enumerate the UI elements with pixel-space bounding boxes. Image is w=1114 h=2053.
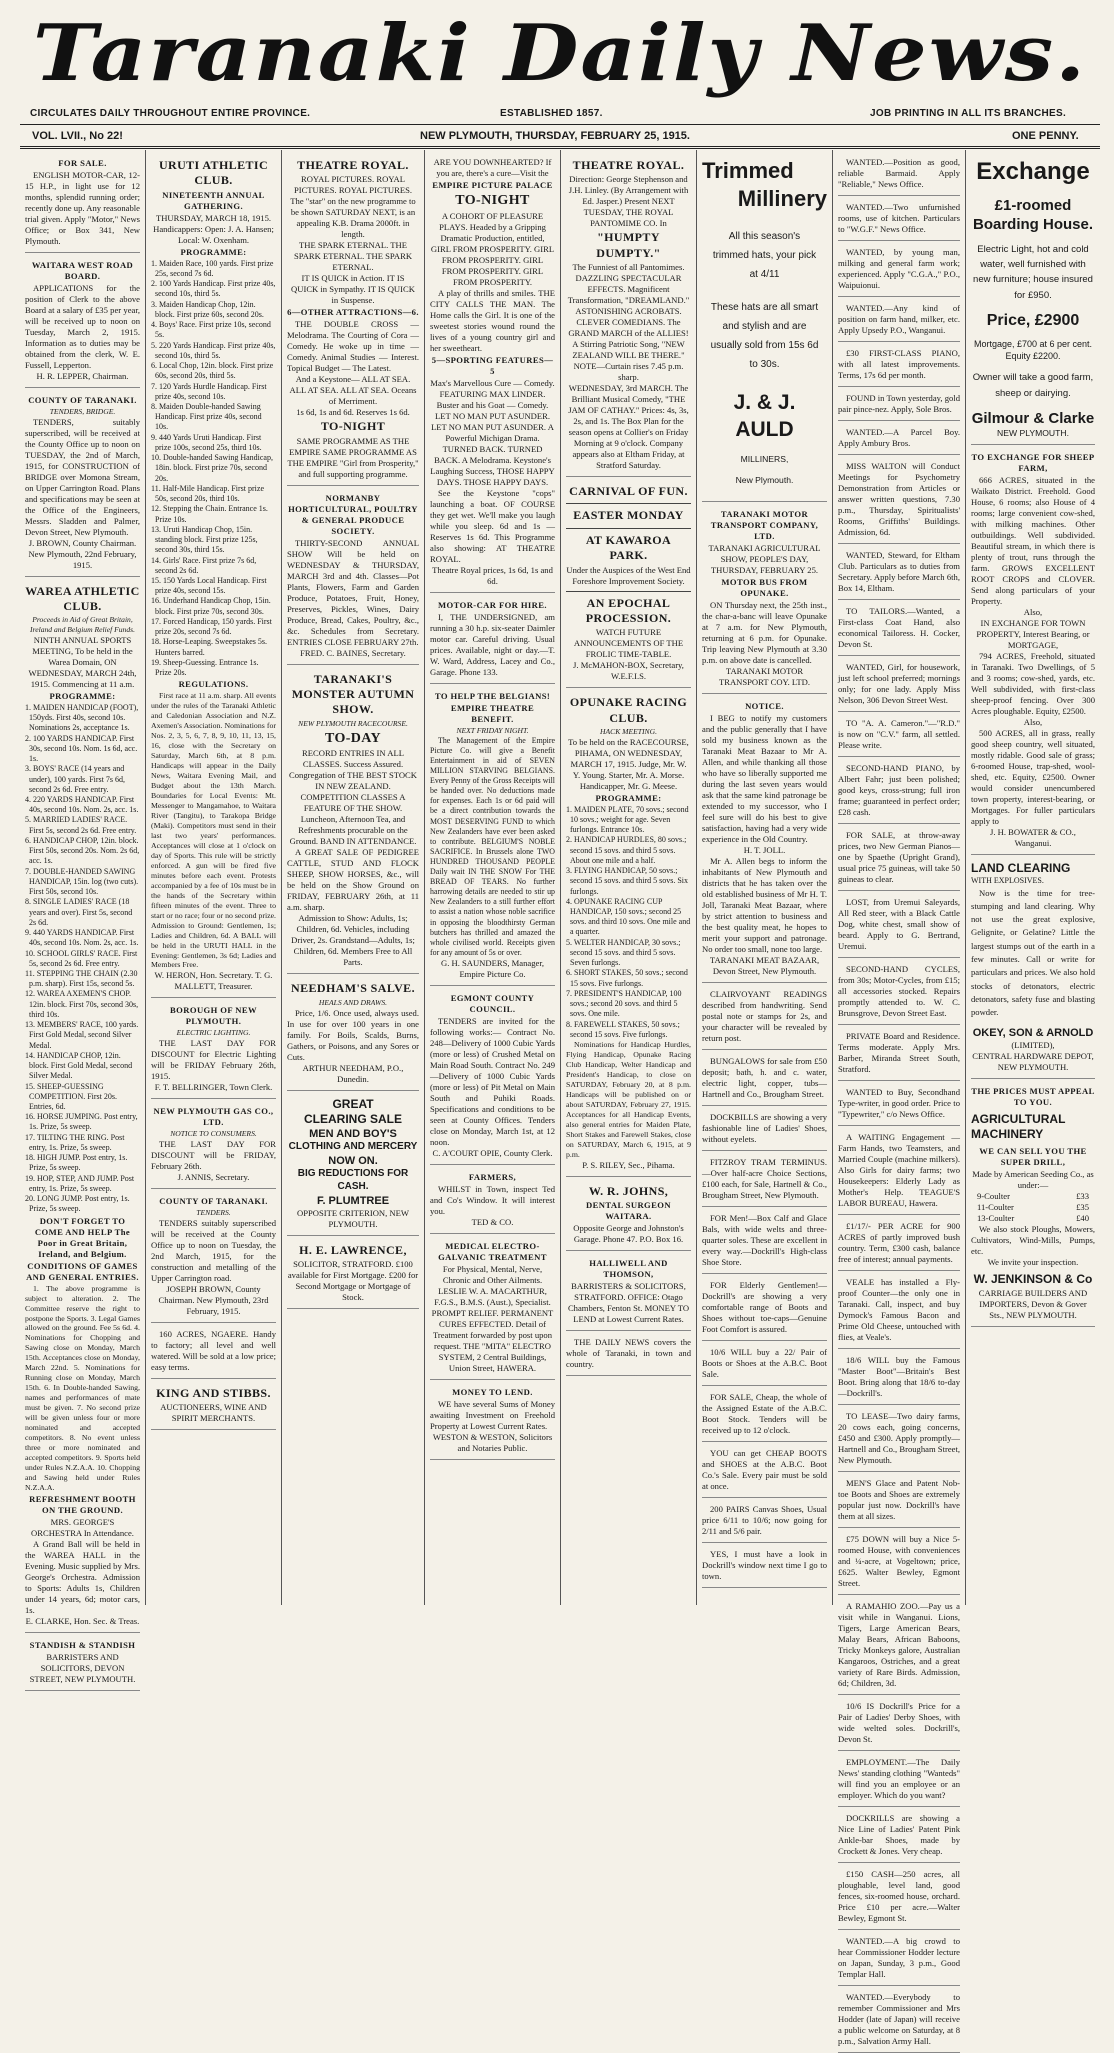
column-2: [146, 150, 281, 1605]
programme-item: 8. FAREWELL STAKES, 50 sovs.; second 15 sovs. Five furlongs.: [566, 1019, 680, 1039]
masthead-title: Taranaki Daily News.: [32, 8, 1088, 100]
column-7: [833, 150, 965, 2046]
ad-standish: STANDISH & STANDISH BARRISTERS AND SOLICITORS, DEVON STREET, NEW PLYMOUTH.: [25, 1636, 140, 1691]
programme-item: 11. Half-Mile Handicap. First prize 50s, second 20s, third 10s.: [151, 483, 265, 504]
coulter-price-list: [971, 1191, 1095, 1224]
classified-rooms: WANTED.—Two unfurnished rooms, use of kitchen. Particulars to "W.G.F." News Office.: [838, 199, 960, 241]
classified-barmaid: WANTED.—Position as good, reliable Barmaid. Apply "Reliable," News Office.: [838, 154, 960, 196]
ad-johns-dentist: W. R. JOHNS, DENTAL SURGEON WAITARA. Opposite George and Johnston's Garage. Phone 47. P.O. Box 16.: [566, 1180, 691, 1251]
volume-number: VOL. LVII., No 22!: [32, 130, 123, 142]
programme-item: 6. SHORT STAKES, 50 sovs.; second 15 sovs. Five furlongs.: [566, 968, 688, 988]
programme-item: 3. BOYS' RACE (14 years and under), 100 yards. First 7s 6d, second 2s 6d. Free entry.: [25, 764, 125, 794]
programme-item: 3. Maiden Handicap Chop, 12in. block. First prize 60s, second 20s.: [151, 299, 264, 319]
ad-dockbills: DOCKBILLS are showing a very fashionable line of Ladies' Shoes, without eyelets.: [702, 1109, 827, 1151]
ad-mens-boots: FOR Men!—Box Calf and Glace Bals, with wide welts and three-quarter soles. These are excellent in every way.—Dockrill's High-class Shoe Store.: [702, 1210, 827, 1274]
coulter-row: [971, 1213, 1095, 1224]
coulter-name: 13-Coulter: [977, 1213, 1015, 1224]
classified-tailors: TO TAILORS.—Wanted, a First-class Coat Hand, also economical Tailoress. H. Cocker, Devon St.: [838, 603, 960, 656]
ad-ngaere-acres: 160 ACRES, NGAERE. Handy to factory; all level and well watered. Will be sold at a low price; easy terms.: [151, 1326, 276, 1379]
programme-item: 15. 150 Yards Local Handicap. First prize 40s, second 15s.: [151, 575, 267, 596]
programme-item: 12. WAREA AXEMEN'S CHOP. 12in. block. First 70s, second 30s, third 10s.: [25, 989, 139, 1019]
classified-derby-shoes: 10/6 IS Dockrill's Price for a Pair of Ladies' Derby Shoes, with wide welted soles. Dockrill's, Devon St.: [838, 1698, 960, 1751]
column-4: [425, 150, 560, 1605]
ad-fitzroy: FITZROY TRAM TERMINUS.—Over half-acre Choice Sections, £100 each, for Sale, Hartnell & Co., Brougham Street, New Plymouth.: [702, 1154, 827, 1207]
classified-farm-cash: £150 CASH—250 acres, all ploughable, level land, good fences, six-roomed house, orchard. Price £10 per acre.—Walter Bewley, Egmont St.: [838, 1866, 960, 1930]
programme-item: 2. HANDICAP HURDLES, 80 sovs.; second 15 sovs. and third 5 sovs. About one mile and a half.: [566, 835, 687, 865]
classified-farm-hand: WANTED.—Any kind of position on farm hand, milker, etc. Apply Upsedy P.O., Wanganui.: [838, 300, 960, 342]
classified-found: FOUND in Town yesterday, gold pair pince-nez. Apply, Sole Bros.: [838, 390, 960, 421]
ad-bowater-exchange: TO EXCHANGE FOR SHEEP FARM, 666 ACRES, situated in the Waikato District. Freehold. Good House, 6 rooms; also House of 4 rooms; large convenient cow-shed, with milking machines. Other outbuildings. Well subdivided. Beautiful stream, in which there is plenty of trout, runs through the farm. GROWS EXCELLENT ROOT CROPS and CLOVER. Send along particulars of your Property. Also, IN EXCHANGE FOR TOWN PROPERTY, Interest Bearing, or MORTGAGE, 794 ACRES, Freehold, situated in Taranaki. Two Dwellings, of 5 and 3 rooms; cow-shed, yards, etc. Well subdivided, with first-class sheep-proof fencing. Over 300 Acres ploughable. Equity, £2500. Also, 500 ACRES, all in grass, really good sheep country, well situated, mostly ridable. Good sale of grass; 6-roomed House, trap-shed, wool-shed, etc. Equity, £2500. Owner would consider unencumbered town property, interest-bearing, or Mortgages. For fuller particulars apply to J. H. BOWATER & CO., Wanganui.: [971, 448, 1095, 855]
classified-lecture: WANTED.—A big crowd to hear Commissioner Hodder lecture on Japan, Sunday, 3 p.m., Good Templar Hall.: [838, 1933, 960, 1986]
programme-item: 12. Stepping the Chain. Entrance 1s. Prize 10s.: [151, 504, 268, 524]
ad-motor-car-sale: FOR SALE. ENGLISH MOTOR-CAR, 12-15 H.P., in light use for 12 months, splendid running order; recently done up. Any reasonable trial given. Apply "Motor," News Office; or Box 341, New Plymouth.: [25, 154, 140, 253]
programme-item: 7. DOUBLE-HANDED SAWING HANDICAP, 15in. log (two cuts). First 50s, second 10s.: [25, 866, 139, 897]
programme-item: 15. SHEEP-GUESSING COMPETITION. First 20s. Entries, 6d.: [25, 1081, 118, 1112]
column-6: [697, 150, 832, 1605]
classified-veale: VEALE has installed a Fly-proof Counter—the only one in Taranaki. Call, inspect, and buy Dymock's Famous Bacon and Prime Old Cheese, untouched with flies, at Veale's.: [838, 1274, 960, 1349]
ad-dockrill-window: YES, I must have a look in Dockrill's window next time I go to town.: [702, 1546, 827, 1588]
programme-item: 6. HANDICAP CHOP, 12in. block. First 50s, second 20s. Nom. 2s 6d, acc. 1s.: [25, 835, 140, 866]
ad-land-clearing: LAND CLEARING WITH EXPLOSIVES. Now is the time for tree-stumping and land clearing. Why not use the great explosive, Gelignite, or Gelatine? Little the largest stumps out of the earth in a few minutes. Call or write for particulars and prices. We also hold stocks of detonators, electric detonators, safety fuse and blasting powder. OKEY, SON & ARNOLD (LIMITED), CENTRAL HARDWARE DEPOT, NEW PLYMOUTH.: [971, 858, 1095, 1079]
ad-motor-transport: TARANAKI MOTOR TRANSPORT COMPANY, LTD. TARANAKI AGRICULTURAL SHOW, PEOPLE'S DAY, THURSDAY, FEBRUARY 25. MOTOR BUS FROM OPUNAKE. ON Thursday next, the 25th inst., the char-a-banc will leave Opunake at 7 a.m. for New Plymouth, returning at 6 p.m. for Opunake. Trip leaving New Plymouth at 3.30 p.m. on above date is cancelled. TARANAKI MOTOR TRANSPORT COY. LTD.: [702, 505, 827, 694]
ad-normanby-society: NORMANBY HORTICULTURAL, POULTRY & GENERAL PRODUCE SOCIETY. THIRTY-SECOND ANNUAL SHOW Will be held on WEDNESDAY & THURSDAY, MARCH 3rd and 4th. Classes—Pot Plants, Flowers, Farm and Garden Produce, Potatoes, Fruit, Honey, Preserves, Pickles, Wines, Dairy Produce, Bread, Cakes, Poultry, &c., &c. Schedules from Secretary. ENTRIES CLOSE FEBRUARY 27th. FRED. C. BAINES, Secretary.: [287, 489, 419, 665]
classified-zoo: A RAMAHIO ZOO.—Pay us a visit while in Wanganui. Lions, Tigers, Large American Bears, Malay Bears, African Baboons, Tricky Monkeys galore, Australian Kangaroos, Ostriches, and a great variety of Rare Birds. Admission, 6d; Children, 3d.: [838, 1598, 960, 1695]
classified-bush-acres: £1/17/- PER ACRE for 900 ACRES of partly improved bush country. Term, £300 cash, balance free of interest; annual payments.: [838, 1218, 960, 1271]
masthead-rule: [20, 124, 1100, 125]
classified-lost-steer: LOST, from Uremui Saleyards, All Red steer, with a Black Cattle Dog, white chest, small show of beard. Apply to G. Bertrand, Uremui.: [838, 894, 960, 958]
uruti-programme-list: [151, 259, 276, 679]
classified-typewriter: WANTED to Buy, Secondhand Type-writer, in good order. Price to "Typewriter," c/o News Office.: [838, 1084, 960, 1126]
programme-item: 14. HANDICAP CHOP, 12in. block. First Gold Medal, second Silver Medal.: [25, 1050, 133, 1081]
programme-item: 13. MEMBERS' RACE, 100 yards. First Gold Medal, second Silver Medal.: [25, 1020, 139, 1050]
circulation-note: CIRCULATES DAILY THROUGHOUT ENTIRE PROVINCE.: [30, 108, 311, 119]
classified-secondhand-piano: SECOND-HAND PIANO, by Albert Fahr; just been polished; good keys, cross-strung; full iron frame; guaranteed in perfect order; £28 cash.: [838, 760, 960, 824]
programme-item: 1. Maiden Race, 100 yards. First prize 25s, second 7s 6d.: [151, 258, 274, 278]
programme-item: 17. TILTING THE RING. Post entry, 1s. Prize, 5s sweep.: [25, 1132, 125, 1152]
opunake-programme-list: [566, 805, 691, 1040]
ad-jenkinson-machinery: THE PRICES MUST APPEAL TO YOU. AGRICULTURAL MACHINERY WE CAN SELL YOU THE SUPER DRILL, Made by American Seeding Co., as under:— 9-Coulter £33 11-Coulter £35 13-Coulter £40 We also stock Ploughs, Mowers, Cultivators, Wind-Mills, Pumps, etc. We invite your inspection. W. JENKINSON & Co CARRIAGE BUILDERS AND IMPORTERS, Devon & Gover Sts., NEW PLYMOUTH.: [971, 1082, 1095, 1327]
coulter-row: [971, 1202, 1095, 1213]
programme-item: 14. Girls' Race. First prize 7s 6d, second 2s 6d.: [151, 555, 257, 575]
ad-meat-bazaar-notice: NOTICE. I BEG to notify my customers and the public generally that I have sold my business known as the Taranaki Meat Bazaar to Mr A. Allen, and while thanking all those who have so liberally supported me during the last seven years would ask that the same kind patronage be extended to my successor, who I feel sure will do his best to give satisfaction, having had a very wide experience in the Old Country. H. T. JOLL. Mr A. Allen begs to inform the inhabitants of New Plymouth and districts that he has taken over the old established business of Mr H. T. Joll, Taranaki Meat Bazaar, where by strict attention to business and the best quality meat, he hopes to merit your support and patronage. No order too small, none too large. TARANAKI MEAT BAZAAR, Devon Street, New Plymouth.: [702, 697, 827, 983]
ad-bungalows: BUNGALOWS for sale from £50 deposit; bath, h. and c. water, electric light, copper, tubs—Hartnell and Co., Brougham Street.: [702, 1053, 827, 1106]
classified-board: PRIVATE Board and Residence. Terms moderate. Apply Mrs. Barber, Miranda Street South, Stratford.: [838, 1028, 960, 1081]
programme-item: 5. WELTER HANDICAP, 30 sovs.; second 15 sovs. and third 5 sovs. Seven furlongs.: [566, 937, 681, 968]
classified-cycles: SECOND-HAND CYCLES, from 30s; Motor-Cycles, from £15; all accessories stocked. Repairs promptly attended to. W. C. Brunsgrove, Devon Street East.: [838, 961, 960, 1025]
programme-item: 11. STEPPING THE CHAIN (2.30 p.m. sharp). First 15s, second 5s.: [25, 968, 138, 989]
ad-warea-sports: WAREA ATHLETIC CLUB. Proceeds in Aid of Great Britain, Ireland and Belgium Relief Funds. NINTH ANNUAL SPORTS MEETING, To be held in the Warea Domain, ON WEDNESDAY, MARCH 24th, 1915. Commencing at 11 a.m. PROGRAMME: 1. MAIDEN HANDICAP (FOOT), 150yds. First 40s, second 10s. Nominations 2s, acceptance 1s. 2. 100 YARDS HANDICAP. First 30s, second 10s. Nom. 1s 6d, acc. 1s. 3. BOYS' RACE (14 years and under), 100 yards. First 7s 6d, second 2s 6d. Free entry. 4. 220 YARDS HANDICAP. First 40s, second 10s. Nom. 2s, acc. 1s. 5. MARRIED LADIES' RACE. First 5s, second 2s 6d. Free entry. 6. HANDICAP CHOP, 12in. block. First 50s, second 20s. Nom. 2s 6d, acc. 1s. 7. DOUBLE-HANDED SAWING HANDICAP, 15in. log (two cuts). First 50s, second 10s. 8. SINGLE LADIES' RACE (18 years and over). First 5s, second 2s 6d. 9. 440 YARDS HANDICAP. First 40s, second 10s. Nom. 2s, acc. 1s. 10. SCHOOL GIRLS' RACE. First 5s, second 2s 6d. Free entry. 11. STEPPING THE CHAIN (2.30 p.m. sharp). First 15s, second 5s. 12. WAREA AXEMEN'S CHOP. 12in. block. First 70s, second 30s, third 10s. 13. MEMBERS' RACE, 100 yards. First Gold Medal, second Silver Medal. 14. HANDICAP CHOP, 12in. block. First Gold Medal, second Silver Medal. 15. SHEEP-GUESSING COMPETITION. First 20s. Entries, 6d. 16. HORSE JUMPING. Post entry, 1s. Prize, 5s sweep. 17. TILTING THE RING. Post entry, 1s. Prize, 5s sweep. 18. HIGH JUMP. Post entry, 1s. Prize, 5s sweep. 19. HOP, STEP, AND JUMP. Post entry, 1s. Prize, 5s sweep. 20. LONG JUMP. Post entry, 1s. Prize, 5s sweep. DON'T FORGET TO COME AND HELP The Poor in Great Britain, Ireland, and Belgium. CONDITIONS OF GAMES AND GENERAL ENTRIES. 1. The above programme is subject to alteration. 2. The Committee reserve the right to postpone the Sports. 3. Legal Games allowed on the ground. Fee 5s 6d. 4. Nominations for Chopping and Sawing close on Monday, March 15th. Acceptances close on Monday, March 22nd. 5. Nominations for Running close on Monday, March 15th. 6. In Double-handed Sawing, names and performances of mate must be given. 7. No second prize will be given unless four or more nominated and accepted competitors. 8. No event unless three or more nominated and accepted competitors. 9. Sports held under Rules N.Z.A.A. 10. Chopping and Sawing held under Rules N.Z.A.A. REFRESHMENT BOOTH ON THE GROUND. MRS. GEORGE'S ORCHESTRA In Attendance. A Grand Ball will be held in the WAREA HALL in the Evening. Music supplied by Mrs. George's Orchestra. Admission to Sports: Adults 1s, Children under 14 years, 6d; motor cars, 1s. E. CLARKE, Hon. Sec. & Treas.: [25, 580, 140, 1633]
ad-gas-company: NEW PLYMOUTH GAS CO., LTD. NOTICE TO CONSUMERS. THE LAST DAY FOR DISCOUNT will be FRIDAY, February 26th. J. ANNIS, Secretary.: [151, 1102, 276, 1189]
programme-item: 9. 440 YARDS HANDICAP. First 40s, second 10s. Nom. 2s, acc. 1s.: [25, 928, 139, 948]
ad-daily-news-note: THE DAILY NEWS covers the whole of Taranaki, in town and country.: [566, 1334, 691, 1376]
ad-needhams-salve: NEEDHAM'S SALVE. HEALS AND DRAWS. Price, 1/6. Once used, always used. In use for over 100 years in one family. For Boils, Scalds, Burns, Gathers, or Poisons, and any Sores or Cuts. ARTHUR NEEDHAM, P.O., Dunedin.: [287, 977, 419, 1090]
column-3: [282, 150, 424, 1605]
programme-item: 7. 120 Yards Hurdle Handicap. First prize 40s, second 10s.: [151, 381, 267, 401]
place-date: NEW PLYMOUTH, THURSDAY, FEBRUARY 25, 1915.: [420, 130, 690, 142]
programme-item: 10. SCHOOL GIRLS' RACE. First 5s, second 2s 6d. Free entry.: [25, 948, 138, 968]
classified-labour-bureau: A WAITING Engagement — Farm Hands, two Teamsters, and Married Couple (machine milkers). Also Girls for dairy farms; two Housekeepers: Elderly Lady as Mother's Help. TEAGUE'S LABOR BUREAU, Hawera.: [838, 1129, 960, 1215]
classified-cameron: TO "A. A. Cameron."—"R.D." is now on "C.V." farm, all settled. Please write.: [838, 715, 960, 757]
ad-theatre-royal-pictures: THEATRE ROYAL. ROYAL PICTURES. ROYAL PICTURES. ROYAL PICTURES. The "star" on the new programme to be shown SATURDAY NEXT, is an appealing K.B. Drama 2000ft. in length. THE SPARK ETERNAL. THE SPARK ETERNAL. THE SPARK ETERNAL. IT IS QUICK in Action. IT IS QUICK in Sympathy. IT IS QUICK in Suspense. 6—OTHER ATTRACTIONS—6. THE DOUBLE CROSS — Melodrama. The Courting of Cora — Comedy. He woke up in time — Comedy. Animal Studies — Interest. Topical Budget — The Latest. And a Keystone— ALL AT SEA. ALL AT SEA. ALL AT SEA. Oceans of Merriment. 1s 6d, 1s and 6d. Reserves 1s 6d. TO-NIGHT SAME PROGRAMME AS THE EMPIRE SAME PROGRAMME AS THE EMPIRE "Girl from Prosperity," and full supporting programme.: [287, 154, 419, 486]
programme-item: 18. HIGH JUMP. Post entry, 1s. Prize, 5s sweep.: [25, 1153, 128, 1173]
ad-abc-stock-sale: FOR SALE, Cheap, the whole of the Assigned Estate of the A.B.C. Boot Stock. Tenders will be received up to 12 o'clock.: [702, 1389, 827, 1442]
ad-elderly-boots: FOR Elderly Gentlemen!—Dockrill's are showing a very comfortable range of Boots and Shoes without toe-caps—Genuine Foot Comfort is assured.: [702, 1277, 827, 1341]
ad-uruti-athletic: URUTI ATHLETIC CLUB. NINETEENTH ANNUAL GATHERING. THURSDAY, MARCH 18, 1915. Handicappers: Open: J. A. Hansen; Local: W. Oxenham. PROGRAMME: 1. Maiden Race, 100 yards. First prize 25s, second 7s 6d. 2. 100 Yards Handicap. First prize 40s, second 10s, third 5s. 3. Maiden Handicap Chop, 12in. block. First prize 60s, second 20s. 4. Boys' Race. First prize 10s, second 5s. 5. 220 Yards Handicap. First prize 40s, second 10s, third 5s. 6. Local Chop, 12in. block. First prize 60s, second 20s, third 5s. 7. 120 Yards Hurdle Handicap. First prize 40s, second 10s. 8. Maiden Double-handed Sawing Handicap. First prize 40s, second 10s. 9. 440 Yards Uruti Handicap. First prize 100s, second 25s, third 10s. 10. Double-handed Sawing Handicap, 18in. block. First prize 70s, second 20s. 11. Half-Mile Handicap. First prize 50s, second 20s, third 10s. 12. Stepping the Chain. Entrance 1s. Prize 10s. 13. Uruti Handicap Chop, 15in. standing block. First prize 125s, second 30s, third 15s. 14. Girls' Race. First prize 7s 6d, second 2s 6d. 15. 150 Yards Local Handicap. First prize 40s, second 15s. 16. Underhand Handicap Chop, 15in. block. First prize 70s, second 30s. 17. Forced Handicap, 150 yards. First prize 20s, second 7s 6d. 18. Horse-Leaping. Sweepstakes 5s. Hunters barred. 19. Sheep-Guessing. Entrance 1s. Prize 20s. REGULATIONS. First race at 11 a.m. sharp. All events under the rules of the Taranaki Athletic and Caledonian Association and N.Z. Axemen's Association. Nominations for Nos. 2, 3, 5, 6, 7, 8, 9, 10, 11, 13, 15, 16, close with the Secretary on Saturday, March 6th, at 8 p.m. Handicaps will appear in the Daily News, Waitara Evening Mail, and Budget about the 13th March. Boundaries for Local Events: Mt. Messenger to Mangamahoe, to Waitara River (Tangitu), to Tarakopa Bridge (Maki). Competitors must send in their last two years' performances. Acceptances will close at 1 o'clock on day of Sports. This rule will be strictly enforced. A gun will be fired five minutes before each event. Protests accompanied by a fee of 10s must be in the hands of the Secretary within fifteen minutes of the event. Three to start or no race; four or no second prize. Admission to Ground: Gentlemen, 1s; Ladies and Children, 6d. A BALL will be held in the URUTI HALL in the Evening: Gentlemen, 3s 6d; Ladies and Members Free. W. HERON, Hon. Secretary. T. G. MALLETT, Treasurer.: [151, 154, 276, 998]
programme-item: 5. MARRIED LADIES' RACE. First 5s, second 2s 6d. Free entry.: [25, 815, 137, 835]
programme-item: 20. LONG JUMP. Post entry, 1s. Prize, 5s sweep.: [25, 1194, 130, 1214]
ad-money-to-lend: MONEY TO LEND. WE have several Sums of Money awaiting Investment on Freehold Property at Lowest Current Rates. WESTON & WESTON, Solicitors and Notaries Public.: [430, 1383, 555, 1460]
programme-item: 2. 100 YARDS HANDICAP. First 30s, second 10s. Nom. 1s 6d, acc. 1s.: [25, 733, 138, 764]
ad-canvas-shoes: 200 PAIRS Canvas Shoes, Usual price 6/11 to 10/6; now going for 2/11 and 5/6 pair.: [702, 1501, 827, 1543]
ad-auld-millinery: Trimmed Millinery All this season's trimmed hats, your pick at 4/11 These hats are all smart and stylish and are usually sold from 15s 6d to 30s. J. & J. AULD MILLINERS, New Plymouth.: [702, 154, 827, 502]
programme-item: 13. Uruti Handicap Chop, 15in. standing block. First prize 125s, second 30s, third 15s.: [151, 524, 258, 555]
column-1: [20, 150, 145, 1684]
programme-item: 16. HORSE JUMPING. Post entry, 1s. Prize, 5s sweep.: [25, 1112, 138, 1132]
programme-item: 4. 220 YARDS HANDICAP. First 40s, second 10s. Nom. 2s, acc. 1s.: [25, 794, 139, 815]
printing-note: JOB PRINTING IN ALL ITS BRANCHES.: [870, 108, 1067, 119]
classified-ankle-shoes: DOCKRILLS are showing a Nice Line of Ladies' Patent Pink Ankle-bar Shoes, made by Crockett & Jones. Very cheap.: [838, 1810, 960, 1863]
programme-item: 1. MAIDEN PLATE, 70 sovs.; second 10 sovs.; weight for age. Seven furlongs. Entrance 10s.: [566, 804, 689, 835]
programme-item: 4. OPUNAKE RACING CUP HANDICAP, 150 sovs.; second 25 sovs. and third 10 sovs. One mile and a quarter.: [566, 896, 691, 937]
ad-motor-car-hire: MOTOR-CAR FOR HIRE. I, THE UNDERSIGNED, am running a 30 h.p. six-seater Daimler motor car. Careful driving. Usual prices. Available, night or day.—T. W. Ward, Address, Lacey and Co., Garage. Phone 133.: [430, 596, 555, 684]
ad-abc-boot-sale: 10/6 WILL buy a 22/ Pair of Boots or Shoes at the A.B.C. Boot Sale.: [702, 1344, 827, 1386]
ad-plumtree-clearing-sale: GREAT CLEARING SALE MEN AND BOY'S CLOTHING AND MERCERY NOW ON. BIG REDUCTIONS FOR CASH. F. PLUMTREE OPPOSITE CRITERION, NEW PLYMOUTH.: [287, 1094, 419, 1236]
ad-medical-treatment: MEDICAL ELECTRO-GALVANIC TREATMENT For Physical, Mental, Nerve, Chronic and Other Ailments. LESLIE W. A. MACARTHUR, F.G.S., B.M.S. (Aust.), Specialist. PROMPT RELIEF. PERMANENT CURES EFFECTED. Detail of Treatment forwarded by post upon request. THE "MITA" ELECTRO SYSTEM, 2 Central Buildings, Union Street, HAWERA.: [430, 1237, 555, 1380]
ad-autumn-show: TARANAKI'S MONSTER AUTUMN SHOW. NEW PLYMOUTH RACECOURSE. TO-DAY RECORD ENTRIES IN ALL CLASSES. Success Assured. Congregation of THE BEST STOCK IN NEW ZEALAND. COMPETITION CLASSES A FEATURE OF THE SHOW. Luncheon, Afternoon Tea, and Refreshments procurable on the Ground. BAND IN ATTENDANCE. A GREAT SALE OF PEDIGREE CATTLE, STUD AND FLOCK SHEEP, SHOW HORSES, &c., will be held on the Show Ground on FRIDAY, FEBRUARY 26th, at 11 a.m. sharp. Admission to Show: Adults, 1s; Children, 6d. Vehicles, including Driver, 2s. Grandstand—Adults, 1s; Children, 6d. Members Free to All Parts.: [287, 668, 419, 975]
ad-opunake-racing: OPUNAKE RACING CLUB. HACK MEETING. To be held on the RACECOURSE, PIHAMA, ON WEDNESDAY, MARCH 17, 1915. Judge, Mr. W. Y. Young. Starter, Mr. A. Morse. Handicapper, Mr. G. Meese. PROGRAMME: 1. MAIDEN PLATE, 70 sovs.; second 10 sovs.; weight for age. Seven furlongs. Entrance 10s. 2. HANDICAP HURDLES, 80 sovs.; second 15 sovs. and third 5 sovs. About one mile and a half. 3. FLYING HANDICAP, 50 sovs.; second 15 sovs. and third 5 sovs. Six furlongs. 4. OPUNAKE RACING CUP HANDICAP, 150 sovs.; second 25 sovs. and third 10 sovs. One mile and a quarter. 5. WELTER HANDICAP, 30 sovs.; second 15 sovs. and third 5 sovs. Seven furlongs. 6. SHORT STAKES, 50 sovs.; second 15 sovs. Five furlongs. 7. PRESIDENT'S HANDICAP, 100 sovs.; second 20 sovs. and third 5 sovs. One mile. 8. FAREWELL STAKES, 50 sovs.; second 15 sovs. Five furlongs. Nominations for Handicap Hurdles, Flying Handicap, Opunake Racing Club Handicap, Welter Handicap and President's Handicap, to close on SATURDAY, February 20, at 8 p.m. Handicaps will be published on or about SATURDAY, February 27, 1915. Acceptances for all Handicap Events, also general entries for Maiden Plate, Short Stakes and Farewell Stakes, close on SATURDAY, March 6, 1915, at 9 p.m. P. S. RILEY, Sec., Pihama.: [566, 691, 691, 1176]
programme-item: 3. FLYING HANDICAP, 50 sovs.; second 15 sovs. and third 5 sovs. Six furlongs.: [566, 866, 688, 896]
ad-clairvoyant: CLAIRVOYANT READINGS described from handwriting. Send postal note or stamps for 2s, and your character will be revealed by return post.: [702, 986, 827, 1050]
programme-item: 4. Boys' Race. First prize 10s, second 5s.: [151, 320, 271, 340]
programme-item: 1. MAIDEN HANDICAP (FOOT), 150yds. First 40s, second 10s. Nominations 2s, acceptance 1s.: [25, 702, 139, 733]
dateline-rule: [20, 146, 1100, 149]
programme-item: 8. Maiden Double-handed Sawing Handicap. First prize 40s, second 10s.: [151, 402, 262, 432]
coulter-price: £40: [1076, 1213, 1089, 1224]
programme-item: 9. 440 Yards Uruti Handicap. First prize 100s, second 25s, third 10s.: [151, 432, 262, 452]
classified-house: £75 DOWN will buy a Nice 5-roomed House, with conveniences and ¼-acre, at Vogeltown; price, £625. Walter Bewley, Egmont Street.: [838, 1531, 960, 1595]
classified-housework-girl: WANTED, Girl, for housework, just left school preferred; mornings only; for one lady. Apply Miss Nelson, 306 Devon Street West.: [838, 659, 960, 712]
programme-item: 2. 100 Yards Handicap. First prize 40s, second 10s, third 5s.: [151, 279, 276, 299]
programme-item: 6. Local Chop, 12in. block. First prize 60s, second 20s, third 5s.: [151, 361, 274, 381]
programme-item: 18. Horse-Leaping. Sweepstakes 5s. Hunters barred.: [151, 637, 267, 657]
classified-glace-boots: MEN'S Glace and Patent Nob-toe Boots and Shoes are extremely popular just now. Dockrill's have them at all sizes.: [838, 1475, 960, 1528]
ad-exchange-boarding-house: Exchange £1-roomed Boarding House. Electric Light, hot and cold water, well furnished with new furniture; house insured for £950. Price, £2900 Mortgage, £700 at 6 per cent. Equity £2200. Owner will take a good farm, sheep or dairying. Gilmour & Clarke NEW PLYMOUTH.: [971, 154, 1095, 445]
ad-humpty-dumpty: THEATRE ROYAL. Direction: George Stephenson and J.H. Linley. (By Arrangement with Ed. Jasper.) Present NEXT TUESDAY, THE ROYAL PANTOMIME CO. In "HUMPTY DUMPTY." The Funniest of all Pantomimes. DAZZLING SPECTACULAR EFFECTS. Magnificent Transformation, "DREAMLAND." ASTONISHING ACROBATS. CLEVER COMEDIANS. The GRAND MARCH of the ALLIES! A Stirring Patriotic Song, "NEW ZEALAND WILL BE THERE." NOTE—Curtain rises 7.45 p.m. sharp. WEDNESDAY, 3rd MARCH. The Brilliant Musical Comedy, "THE JAM OF CATHAY." Prices: 4s, 3s, 2s, and 1s. The Box Plan for the season opens at Collier's on Friday Morning at 9 o'clock. Company appears also at Eltham Friday, at Stratford Saturday.: [566, 154, 691, 477]
classified-farm-work: WANTED, by young man, milking and general farm work; experienced. Apply "C.G.A.," P.O., Waipuionui.: [838, 244, 960, 297]
classified-piano: £30 FIRST-CLASS PIANO, with all latest improvements. Terms, 17s 6d per month.: [838, 345, 960, 387]
classified-walton: MISS WALTON will Conduct Meetings for Psychometry Demonstration from Articles or answer written questions, 7.30 p.m., Thursday, Spiritualists' Rooms, Griffiths' Buildings. Admission, 6d.: [838, 458, 960, 544]
classified-employment: EMPLOYMENT.—The Daily News' standing clothing "Wanteds" will find you an employee or an employer. Which do you want?: [838, 1754, 960, 1807]
column-5: [561, 150, 696, 1605]
programme-item: 19. Sheep-Guessing. Entrance 1s. Prize 20s.: [151, 657, 259, 678]
programme-item: 5. 220 Yards Handicap. First prize 40s, second 10s, third 5s.: [151, 340, 276, 360]
ad-waitara-road-board: WAITARA WEST ROAD BOARD. APPLICATIONS for the position of Clerk to the above Board at a salary of £35 per year, will be received up to noon on Tuesday, March 2, 1915. Information as to duties may be obtained from the clerk, W. E. Fussell, Lepperton. H. R. LEPPER, Chairman.: [25, 256, 140, 388]
column-8: [966, 150, 1100, 1605]
ad-lawrence-solicitor: H. E. LAWRENCE, SOLICITOR, STRATFORD. £100 available for First Mortgage. £200 for Second Mortgage or Mortgage of Stock.: [287, 1239, 419, 1309]
programme-item: 17. Forced Handicap, 150 yards. First prize 20s, second 7s 6d.: [151, 616, 272, 637]
classified-master-boot: 18/6 WILL buy the Famous "Master Boot"—Britain's Best Boot. Bring along that 18/6 to-day—Dockrill's.: [838, 1352, 960, 1405]
price: ONE PENNY.: [1012, 130, 1079, 142]
coulter-name: 11-Coulter: [977, 1202, 1014, 1213]
ad-electric-lighting: BOROUGH OF NEW PLYMOUTH. ELECTRIC LIGHTING. THE LAST DAY FOR DISCOUNT for Electric Lighting will be FRIDAY February 26th, 1915. F. T. BELLRINGER, Town Clerk.: [151, 1001, 276, 1099]
ad-farmers: FARMERS, WHILST in Town, inspect Ted and Co's Window. It will interest you. TED & CO.: [430, 1168, 555, 1234]
ad-halliwell-thomson: HALLIWELL AND THOMSON, BARRISTERS & SOLICITORS, STRATFORD. OFFICE: Otago Chambers, Fenton St. MONEY TO LEND at Lowest Current Rates.: [566, 1254, 691, 1331]
ad-egmont-council: EGMONT COUNTY COUNCIL. TENDERS are invited for the following works:— Contract No. 248—Delivery of 1000 Cubic Yards (more or less) of Crushed Metal on Main Road South. Contract No. 249—Delivery of 1000 Cubic Yards (more or less) of Pit Metal on Main South and Puhiki Roads. Specifications and conditions to be seen at County Offices. Tenders close on Monday, March 1st, at 12 noon. C. A'COURT OPIE, County Clerk.: [430, 989, 555, 1165]
ad-empire-picture-palace: ARE YOU DOWNHEARTED? If you are, there's a cure—Visit the EMPIRE PICTURE PALACE TO-NIGHT A COHORT OF PLEASURE PLAYS. Headed by a Gripping Dramatic Production, entitled, GIRL FROM PROSPERITY. GIRL FROM PROSPERITY. GIRL FROM PROSPERITY. GIRL FROM PROSPERITY. A play of thrills and smiles. THE CITY CALLS THE MAN. The Home calls the Girl. It is one of the sweetest stories wound round the lives of a young country girl and her sweetheart. 5—SPORTING FEATURES—5 Max's Marvellous Cure — Comedy. FEATURING MAX LINDER. Buster and his Goat — Comedy. LET NO MAN PUT ASUNDER. LET NO MAN PUT ASUNDER. A Powerful Michigan Drama. TURNED BACK. TURNED BACK. A Melodrama. Keystone's Laughing Success, THOSE HAPPY DAYS. THOSE HAPPY DAYS. See the Keystone "cops" launching a boat. OF COURSE they get wet. We'll make you laugh while you sleep. 6d and 1s — Reserves 1s 6d. This Programme also showing: AT THEATRE ROYAL. Theatre Royal prices, 1s 6d, 1s and 6d.: [430, 154, 555, 593]
coulter-price: £35: [1076, 1202, 1089, 1213]
coulter-row: [971, 1191, 1095, 1202]
programme-item: 19. HOP, STEP, AND JUMP. Post entry, 1s. Prize, 5s sweep.: [25, 1173, 135, 1193]
programme-item: 10. Double-handed Sawing Handicap, 18in. block. First prize 70s, second 20s.: [151, 453, 273, 483]
ad-empire-benefit: TO HELP THE BELGIANS! EMPIRE THEATRE BENEFIT. NEXT FRIDAY NIGHT. The Management of the Empire Picture Co. will give a Benefit Entertainment in aid of SEVEN MILLION STARVING BELGIANS. Every Penny of the Gross Receipts will be handed over. No deductions made for expenses. Each 1s or 6d paid will be a direct contribution towards the MOST DESERVING FUND to which New Zealanders have ever been asked to contribute. BELGIUM'S NOBLE SACRIFICE. In Brussels alone TWO HUNDRED THOUSAND PEOPLE Daily wait IN THE SNOW For THE BREAD OF TEARS. No further harrowing details are needed to stir up New Zealanders to a still further effort to assist a nation whose noble sacrifice in opposing the bloodthirsty German butchers has thrilled and amazed the whole civilised world. Receipts given for any amount of 5s or over. G. H. SAUNDERS, Manager, Empire Picture Co.: [430, 687, 555, 986]
coulter-price: £33: [1076, 1191, 1089, 1202]
programme-item: 16. Underhand Handicap Chop, 15in. block. First prize 70s, second 30s.: [151, 596, 271, 616]
programme-item: 8. SINGLE LADIES' RACE (18 years and over). First 5s, second 2s 6d.: [25, 897, 133, 927]
classified-lease: TO LEASE—Two dairy farms, 20 cows each, going concerns, £450 and £300. Apply promptly—Hartnell and Co., Brougham Street, New Plymouth.: [838, 1408, 960, 1472]
ad-king-stibbs: KING AND STIBBS. AUCTIONEERS, WINE AND SPIRIT MERCHANTS.: [151, 1382, 276, 1430]
ad-carnival: CARNIVAL OF FUN. EASTER MONDAY AT KAWAROA PARK. Under the Auspices of the West End Foreshore Improvement Society. AN EPOCHAL PROCESSION. WATCH FUTURE ANNOUNCEMENTS OF THE FROLIC TIME-TABLE. J. McMAHON-BOX, Secretary, W.E.F.I.S.: [566, 480, 691, 688]
programme-item: 7. PRESIDENT'S HANDICAP, 100 sovs.; second 20 sovs. and third 5 sovs. One mile.: [566, 988, 682, 1019]
coulter-name: 9-Coulter: [977, 1191, 1010, 1202]
established-note: ESTABLISHED 1857.: [500, 108, 603, 119]
ad-county-tenders: COUNTY OF TARANAKI. TENDERS. TENDERS suitably superscribed will be received at the County Office up to noon on Tuesday, the 2nd March, 1915, for the construction and metalling of the Upper Carrington road. JOSEPH BROWN, County Chairman. New Plymouth, 23rd February, 1915.: [151, 1192, 276, 1323]
classified-steward: WANTED, Steward, for Eltham Club. Particulars as to duties from Secretary. Apply before March 6th, Box 14, Eltham.: [838, 547, 960, 600]
ad-county-bridge-tender: COUNTY OF TARANAKI. TENDERS, BRIDGE. TENDERS, suitably superscribed, will be received at the County Office up to noon on TUESDAY, the 2nd of March, 1915, for CONSTRUCTION of BRIDGE over Momona Stream, on Upper Carrington Road. Plans and specifications may be seen at the Office of the Engineers, Messrs. Sladden and Palmer, Devon Street, New Plymouth. J. BROWN, County Chairman. New Plymouth, 22nd February, 1915.: [25, 391, 140, 577]
ad-cheap-boots: YOU can get CHEAP BOOTS and SHOES at the A.B.C. Boot Co.'s Sale. Every pair must be sold at once.: [702, 1445, 827, 1498]
warea-programme-list: [25, 703, 140, 1215]
classified-german-pianos: FOR SALE, at throw-away prices, two New German Pianos—one by Spaethe (Upright Grand), usual price 75 guineas, will take 50 guineas to clear.: [838, 827, 960, 891]
classified-parcel-boy: WANTED.—A Parcel Boy. Apply Ambury Bros.: [838, 424, 960, 455]
classified-welcome: WANTED.—Everybody to remember Commissioner and Mrs Hodder (late of Japan) will receive a public welcome on Saturday, at 8 p.m., Salvation Army Hall.: [838, 1989, 960, 2053]
